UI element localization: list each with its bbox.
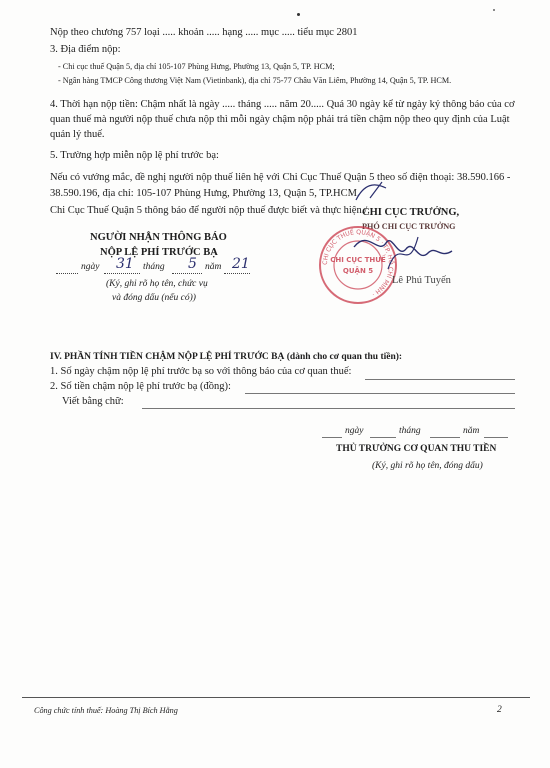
budget-line: Nộp theo chương 757 loại ..... khoản ..... hạng ..... mục ..... tiểu mục 2801	[50, 27, 358, 38]
s4-year-value-blank	[484, 437, 508, 438]
year-value-line	[224, 273, 250, 274]
recipient-title-1: NGƯỜI NHẬN THÔNG BÁO	[90, 232, 227, 243]
recipient-title-2: NỘP LỆ PHÍ TRƯỚC BẠ	[100, 247, 218, 258]
contact-line-1: Nếu có vướng mắc, đề nghị người nộp thuế liên hệ với Chi Cục Thuế Quận 5 theo số điện thoại: 38.590.166 -	[50, 172, 511, 183]
item-1-blank	[365, 379, 515, 380]
section-iv-title: IV. PHẦN TÍNH TIỀN CHẬM NỘP LỆ PHÍ TRƯỚC BẠ (dành cho cơ quan thu tiền):	[50, 352, 403, 362]
s4-month-blank	[370, 437, 396, 438]
recipient-sign-note-2: và đóng dấu (nếu có))	[112, 293, 196, 303]
s4-year-blank	[430, 437, 460, 438]
exemption-title: 5. Trường hợp miễn nộp lệ phí trước bạ:	[50, 150, 219, 161]
footer-officer: Công chức tính thuế: Hoàng Thị Bích Hằng	[34, 706, 178, 715]
authority-sub: PHÓ CHI CỤC TRƯỞNG	[362, 222, 456, 231]
month-handwritten: 5	[188, 256, 197, 272]
signer-name: Lê Phú Tuyến	[392, 275, 451, 286]
s4-day-label: ngày	[345, 426, 364, 436]
item-2-blank	[245, 393, 515, 394]
footer-divider	[22, 697, 530, 698]
authority-title: CHI CỤC TRƯỞNG,	[362, 207, 460, 218]
year-handwritten: 21	[232, 256, 250, 272]
s4-day-blank	[322, 437, 342, 438]
head-note: (Ký, ghi rõ họ tên, đóng dấu)	[372, 461, 483, 471]
scan-speck	[297, 13, 300, 16]
section-iv-item-1: 1. Số ngày chậm nộp lệ phí trước bạ so với thông báo của cơ quan thuế:	[50, 366, 352, 377]
s4-year-label: năm	[463, 426, 480, 436]
deadline-line-1: 4. Thời hạn nộp tiền: Chậm nhất là ngày ..... tháng ..... năm 20..... Quá 30 ngày kể từ ngày ký thông báo của cơ	[50, 99, 515, 110]
stamp-center-2: QUẬN 5	[342, 267, 374, 275]
deadline-line-3: quản lý thuế.	[50, 129, 105, 140]
contact-line-2: 38.590.196, địa chỉ: 105-107 Phùng Hưng, Phường 13, Quận 5, TP.HCM.	[50, 188, 360, 199]
place-item-2: - Ngân hàng TMCP Công thương Việt Nam (Vietinbank), địa chỉ 75-77 Châu Văn Liêm, Phường 14, Quận 5, TP. HCM.	[58, 76, 452, 85]
month-label: tháng	[143, 262, 165, 272]
section-iv-item-3: Viết bằng chữ:	[62, 396, 124, 407]
place-title: 3. Địa điểm nộp:	[50, 44, 121, 55]
deadline-line-2: quan thuế mà người nộp thuế chưa nộp thì mỗi ngày chậm nộp phải trả tiền chậm nộp theo quy định của Luật	[50, 114, 510, 125]
year-label: năm	[205, 262, 222, 272]
month-value-line	[172, 273, 202, 274]
day-label: ngày	[81, 262, 100, 272]
s4-month-label: tháng	[399, 426, 421, 436]
head-title: THỦ TRƯỞNG CƠ QUAN THU TIỀN	[336, 444, 497, 454]
recipient-sign-note-1: (Ký, ghi rõ họ tên, chức vụ	[106, 279, 208, 289]
day-value-line	[104, 273, 140, 274]
place-item-1: - Chi cục thuế Quận 5, địa chỉ 105-107 Phùng Hưng, Phường 13, Quận 5, TP. HCM;	[58, 62, 335, 71]
signature-flourish-top	[352, 178, 392, 204]
stamp-ring-text: CHI CỤC THUẾ QUẬN 5 · TP. HỒ CHÍ MINH ·	[321, 228, 395, 298]
section-iv-item-2: 2. Số tiền chậm nộp lệ phí trước bạ (đồng):	[50, 381, 231, 392]
day-handwritten: 31	[116, 256, 134, 272]
contact-notice: Chi Cục Thuế Quận 5 thông báo để người nộp thuế được biết và thực hiện./.	[50, 205, 370, 216]
day-blank	[56, 273, 78, 274]
scan-speck	[493, 9, 495, 11]
stamp-center-1: CHI CỤC THUẾ	[330, 256, 386, 264]
item-3-blank	[142, 408, 515, 409]
page-number: 2	[497, 705, 502, 715]
